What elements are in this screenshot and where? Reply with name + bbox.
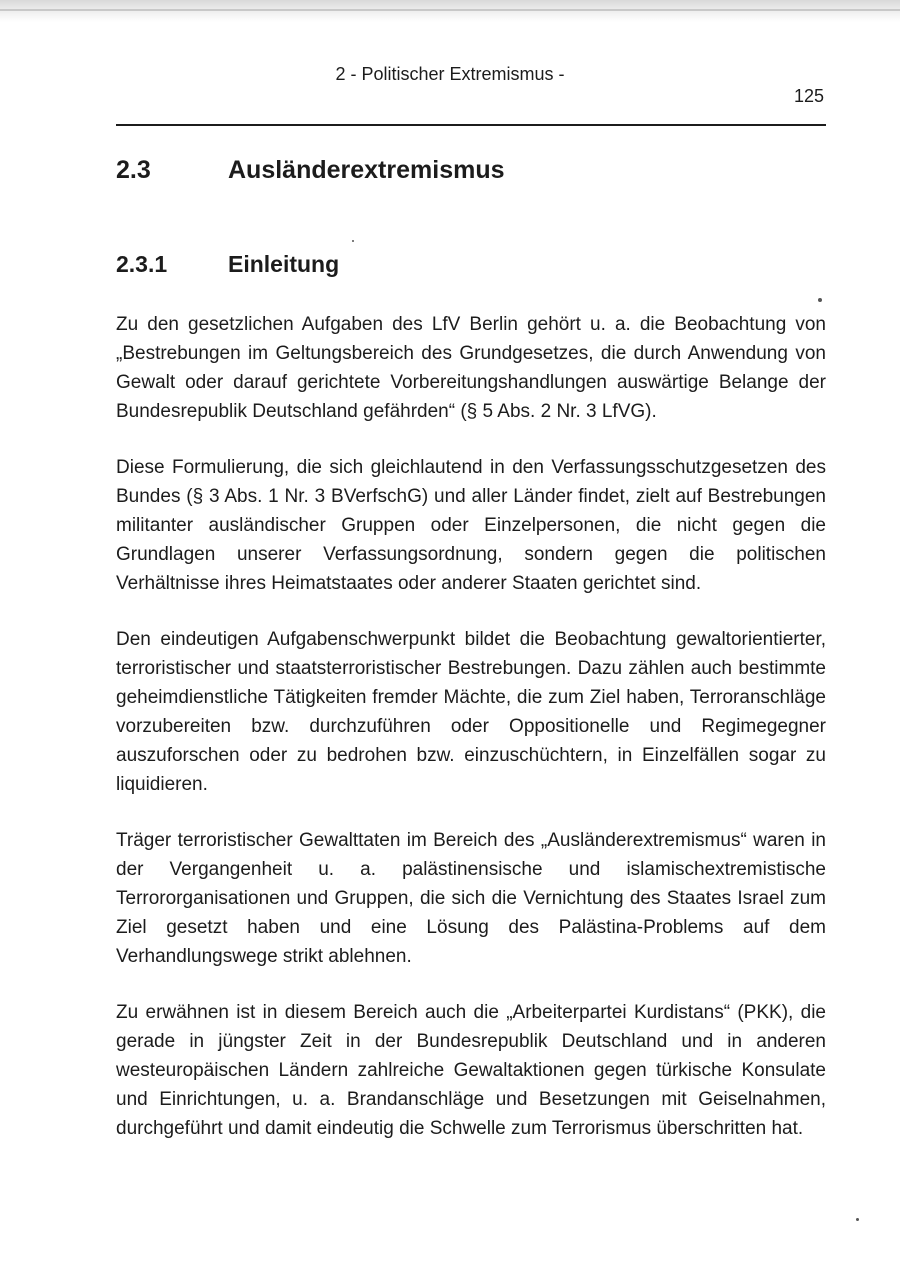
scan-speck: [818, 298, 822, 302]
paragraph-3: Den eindeutigen Aufgabenschwerpunkt bildet die Beobachtung gewaltorientierter, terroristischer und staatsterroristischer Bestrebungen. Dazu zählen auch bestimmte geheimdienstliche Tätigkeiten fremder Mächte, die zum Ziel haben, Terroranschläge vorzubereiten bzw. durchzuführen oder Oppositionelle und Regimegegner auszuforschen oder zu bedrohen bzw. einzuschüchtern, in Einzelfällen sogar zu liquidieren.: [116, 629, 826, 795]
paragraph-5: Zu erwähnen ist in diesem Bereich auch die „Arbeiterpartei Kurdistans“ (PKK), die gerade in jüngster Zeit in der Bundesrepublik Deutschland und in anderen westeuropäischen Ländern zahlreiche Gewaltaktionen gegen türkische Konsulate und Einrichtungen, u. a. Brandanschläge und Besetzungen mit Geiselnahmen, durchgeführt und damit eindeutig die Schwelle zum Terrorismus überschritten hat.: [116, 1002, 826, 1139]
scan-speck: [856, 1218, 859, 1221]
scan-speck: [352, 240, 354, 242]
paragraph-4: Träger terroristischer Gewalttaten im Bereich des „Ausländerextremismus“ waren in der Vergangenheit u. a. palästinensische und islamischextremistische Terrororganisationen und Gruppen, die sich die Vernichtung des Staates Israel zum Ziel gesetzt haben und eine Lösung des Palästina-Problems auf dem Verhandlungswege strikt ablehnen.: [116, 830, 826, 967]
paragraph-2: Diese Formulierung, die sich gleichlautend in den Verfassungsschutzgesetzen des Bundes (§ 3 Abs. 1 Nr. 3 BVerfschG) und aller Länder findet, zielt auf Bestrebungen militanter ausländischer Gruppen oder Einzelpersonen, die nicht gegen die Grundlagen unserer Verfassungsordnung, sondern gegen die politischen Verhältnisse ihres Heimatstaates oder anderer Staaten gerichtet sind.: [116, 457, 826, 594]
scan-edge-line: [0, 9, 900, 11]
body-text: [116, 310, 826, 1170]
page-number: 125: [793, 86, 824, 106]
section-number: 2.3: [116, 156, 151, 184]
subsection-title: Einleitung: [228, 251, 340, 277]
running-header: 2 - Politischer Extremismus -: [335, 64, 565, 84]
header-rule: [116, 124, 826, 126]
scan-shadow-top: [0, 0, 900, 22]
section-title: Ausländerextremismus: [228, 156, 505, 184]
subsection-number: 2.3.1: [116, 251, 168, 277]
paragraph-1: Zu den gesetzlichen Aufgaben des LfV Berlin gehört u. a. die Beobachtung von „Bestrebungen im Geltungsbereich des Grundgesetzes, die durch Anwendung von Gewalt oder darauf gerichtete Vorbereitungshandlungen auswärtige Belange der Bundesrepublik Deutschland gefährden“ (§ 5 Abs. 2 Nr. 3 LfVG).: [116, 314, 826, 422]
